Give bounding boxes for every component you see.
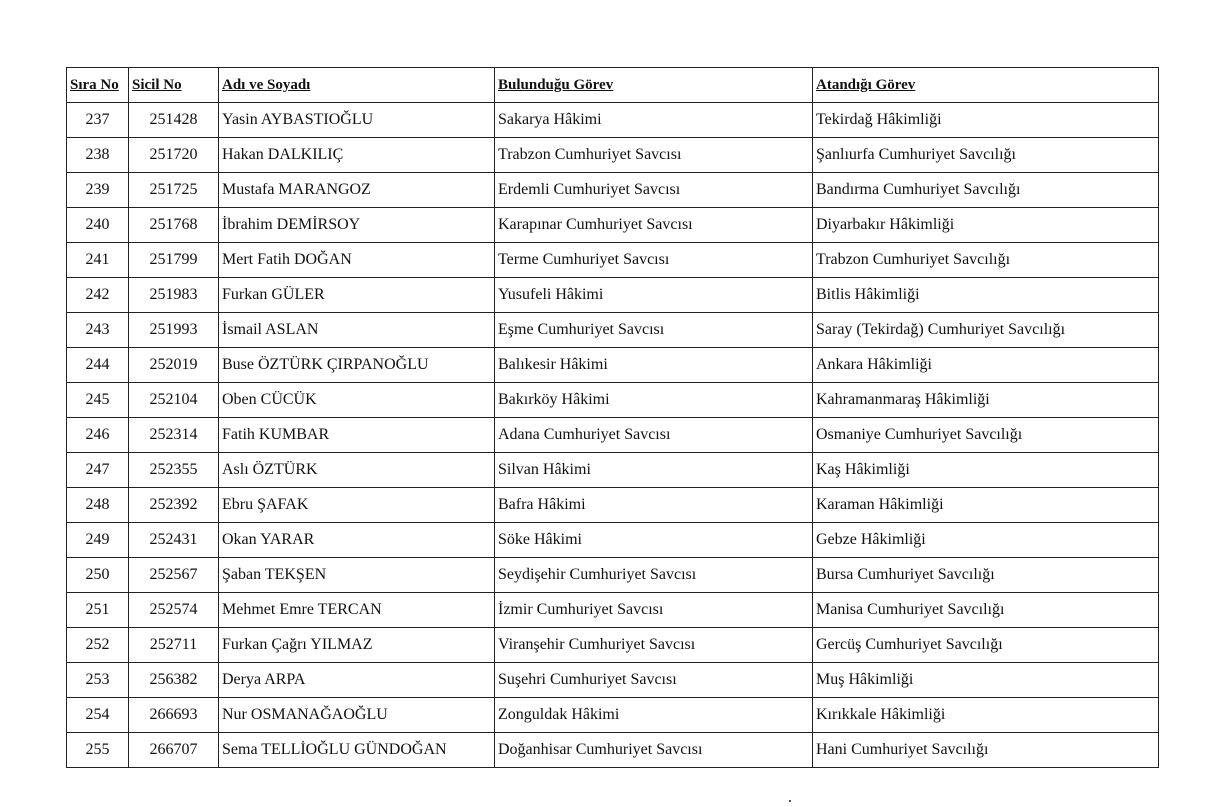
table-row [67, 593, 1159, 628]
order-no-cell: 246 [67, 418, 129, 453]
registry-no-cell: 251768 [129, 208, 219, 243]
name-cell: Mert Fatih DOĞAN [219, 243, 495, 278]
order-no-cell: 245 [67, 383, 129, 418]
registry-no-cell: 252567 [129, 558, 219, 593]
registry-no-cell: 266693 [129, 698, 219, 733]
name-cell: Aslı ÖZTÜRK [219, 453, 495, 488]
registry-no-cell: 252019 [129, 348, 219, 383]
table-row [67, 488, 1159, 523]
name-cell: Derya ARPA [219, 663, 495, 698]
registry-no-cell: 251720 [129, 138, 219, 173]
table-row [67, 698, 1159, 733]
registry-no-cell: 252431 [129, 523, 219, 558]
order-no-cell: 247 [67, 453, 129, 488]
header-current-post: Bulunduğu Görev [495, 68, 813, 103]
table-row [67, 208, 1159, 243]
table-row [67, 173, 1159, 208]
table-row [67, 383, 1159, 418]
table-row [67, 348, 1159, 383]
order-no-cell: 239 [67, 173, 129, 208]
table-row [67, 663, 1159, 698]
header-order-no: Sıra No [67, 68, 129, 103]
assigned-post-cell: Trabzon Cumhuriyet Savcılığı [813, 243, 1159, 278]
registry-no-cell: 251428 [129, 103, 219, 138]
current-post-cell: Silvan Hâkimi [495, 453, 813, 488]
assigned-post-cell: Kaş Hâkimliği [813, 453, 1159, 488]
table-row [67, 103, 1159, 138]
order-no-cell: 241 [67, 243, 129, 278]
order-no-cell: 244 [67, 348, 129, 383]
name-cell: Okan YARAR [219, 523, 495, 558]
table-row [67, 558, 1159, 593]
table-row [67, 733, 1159, 768]
assigned-post-cell: Bitlis Hâkimliği [813, 278, 1159, 313]
name-cell: İbrahim DEMİRSOY [219, 208, 495, 243]
name-cell: Furkan GÜLER [219, 278, 495, 313]
assigned-post-cell: Osmaniye Cumhuriyet Savcılığı [813, 418, 1159, 453]
current-post-cell: Doğanhisar Cumhuriyet Savcısı [495, 733, 813, 768]
table-row [67, 523, 1159, 558]
current-post-cell: Söke Hâkimi [495, 523, 813, 558]
registry-no-cell: 251983 [129, 278, 219, 313]
assigned-post-cell: Bursa Cumhuriyet Savcılığı [813, 558, 1159, 593]
order-no-cell: 251 [67, 593, 129, 628]
assigned-post-cell: Saray (Tekirdağ) Cumhuriyet Savcılığı [813, 313, 1159, 348]
table-row [67, 313, 1159, 348]
current-post-cell: Yusufeli Hâkimi [495, 278, 813, 313]
assigned-post-cell: Ankara Hâkimliği [813, 348, 1159, 383]
assigned-post-cell: Kırıkkale Hâkimliği [813, 698, 1159, 733]
assigned-post-cell: Karaman Hâkimliği [813, 488, 1159, 523]
name-cell: Mehmet Emre TERCAN [219, 593, 495, 628]
registry-no-cell: 256382 [129, 663, 219, 698]
assigned-post-cell: Kahramanmaraş Hâkimliği [813, 383, 1159, 418]
table-row [67, 628, 1159, 663]
header-registry-no: Sicil No [129, 68, 219, 103]
registry-no-cell: 251993 [129, 313, 219, 348]
current-post-cell: İzmir Cumhuriyet Savcısı [495, 593, 813, 628]
name-cell: Furkan Çağrı YILMAZ [219, 628, 495, 663]
table-body [67, 103, 1159, 768]
current-post-cell: Bakırköy Hâkimi [495, 383, 813, 418]
registry-no-cell: 252314 [129, 418, 219, 453]
name-cell: Fatih KUMBAR [219, 418, 495, 453]
assigned-post-cell: Bandırma Cumhuriyet Savcılığı [813, 173, 1159, 208]
order-no-cell: 243 [67, 313, 129, 348]
current-post-cell: Suşehri Cumhuriyet Savcısı [495, 663, 813, 698]
current-post-cell: Adana Cumhuriyet Savcısı [495, 418, 813, 453]
name-cell: Mustafa MARANGOZ [219, 173, 495, 208]
name-cell: Sema TELLİOĞLU GÜNDOĞAN [219, 733, 495, 768]
registry-no-cell: 252574 [129, 593, 219, 628]
name-cell: Nur OSMANAĞAOĞLU [219, 698, 495, 733]
table-row [67, 243, 1159, 278]
order-no-cell: 252 [67, 628, 129, 663]
order-no-cell: 253 [67, 663, 129, 698]
current-post-cell: Sakarya Hâkimi [495, 103, 813, 138]
assigned-post-cell: Gebze Hâkimliği [813, 523, 1159, 558]
header-assigned-post: Atandığı Görev [813, 68, 1159, 103]
header-name: Adı ve Soyadı [219, 68, 495, 103]
name-cell: Ebru ŞAFAK [219, 488, 495, 523]
registry-no-cell: 252392 [129, 488, 219, 523]
table-header-row [67, 68, 1159, 103]
current-post-cell: Balıkesir Hâkimi [495, 348, 813, 383]
assigned-post-cell: Muş Hâkimliği [813, 663, 1159, 698]
table-row [67, 278, 1159, 313]
name-cell: Şaban TEKŞEN [219, 558, 495, 593]
table-row [67, 138, 1159, 173]
name-cell: Yasin AYBASTIOĞLU [219, 103, 495, 138]
current-post-cell: Bafra Hâkimi [495, 488, 813, 523]
name-cell: Oben CÜCÜK [219, 383, 495, 418]
name-cell: İsmail ASLAN [219, 313, 495, 348]
order-no-cell: 248 [67, 488, 129, 523]
assigned-post-cell: Şanlıurfa Cumhuriyet Savcılığı [813, 138, 1159, 173]
current-post-cell: Terme Cumhuriyet Savcısı [495, 243, 813, 278]
current-post-cell: Erdemli Cumhuriyet Savcısı [495, 173, 813, 208]
current-post-cell: Zonguldak Hâkimi [495, 698, 813, 733]
name-cell: Buse ÖZTÜRK ÇIRPANOĞLU [219, 348, 495, 383]
registry-no-cell: 251725 [129, 173, 219, 208]
order-no-cell: 242 [67, 278, 129, 313]
current-post-cell: Viranşehir Cumhuriyet Savcısı [495, 628, 813, 663]
order-no-cell: 249 [67, 523, 129, 558]
current-post-cell: Seydişehir Cumhuriyet Savcısı [495, 558, 813, 593]
table-row [67, 453, 1159, 488]
registry-no-cell: 266707 [129, 733, 219, 768]
registry-no-cell: 252711 [129, 628, 219, 663]
registry-no-cell: 251799 [129, 243, 219, 278]
assignment-table [66, 67, 1159, 768]
assigned-post-cell: Gercüş Cumhuriyet Savcılığı [813, 628, 1159, 663]
page-speck [789, 800, 791, 802]
current-post-cell: Karapınar Cumhuriyet Savcısı [495, 208, 813, 243]
order-no-cell: 250 [67, 558, 129, 593]
order-no-cell: 255 [67, 733, 129, 768]
order-no-cell: 238 [67, 138, 129, 173]
registry-no-cell: 252355 [129, 453, 219, 488]
registry-no-cell: 252104 [129, 383, 219, 418]
table-row [67, 418, 1159, 453]
name-cell: Hakan DALKILIÇ [219, 138, 495, 173]
current-post-cell: Eşme Cumhuriyet Savcısı [495, 313, 813, 348]
assigned-post-cell: Manisa Cumhuriyet Savcılığı [813, 593, 1159, 628]
order-no-cell: 254 [67, 698, 129, 733]
assigned-post-cell: Diyarbakır Hâkimliği [813, 208, 1159, 243]
assigned-post-cell: Hani Cumhuriyet Savcılığı [813, 733, 1159, 768]
order-no-cell: 237 [67, 103, 129, 138]
assigned-post-cell: Tekirdağ Hâkimliği [813, 103, 1159, 138]
current-post-cell: Trabzon Cumhuriyet Savcısı [495, 138, 813, 173]
order-no-cell: 240 [67, 208, 129, 243]
